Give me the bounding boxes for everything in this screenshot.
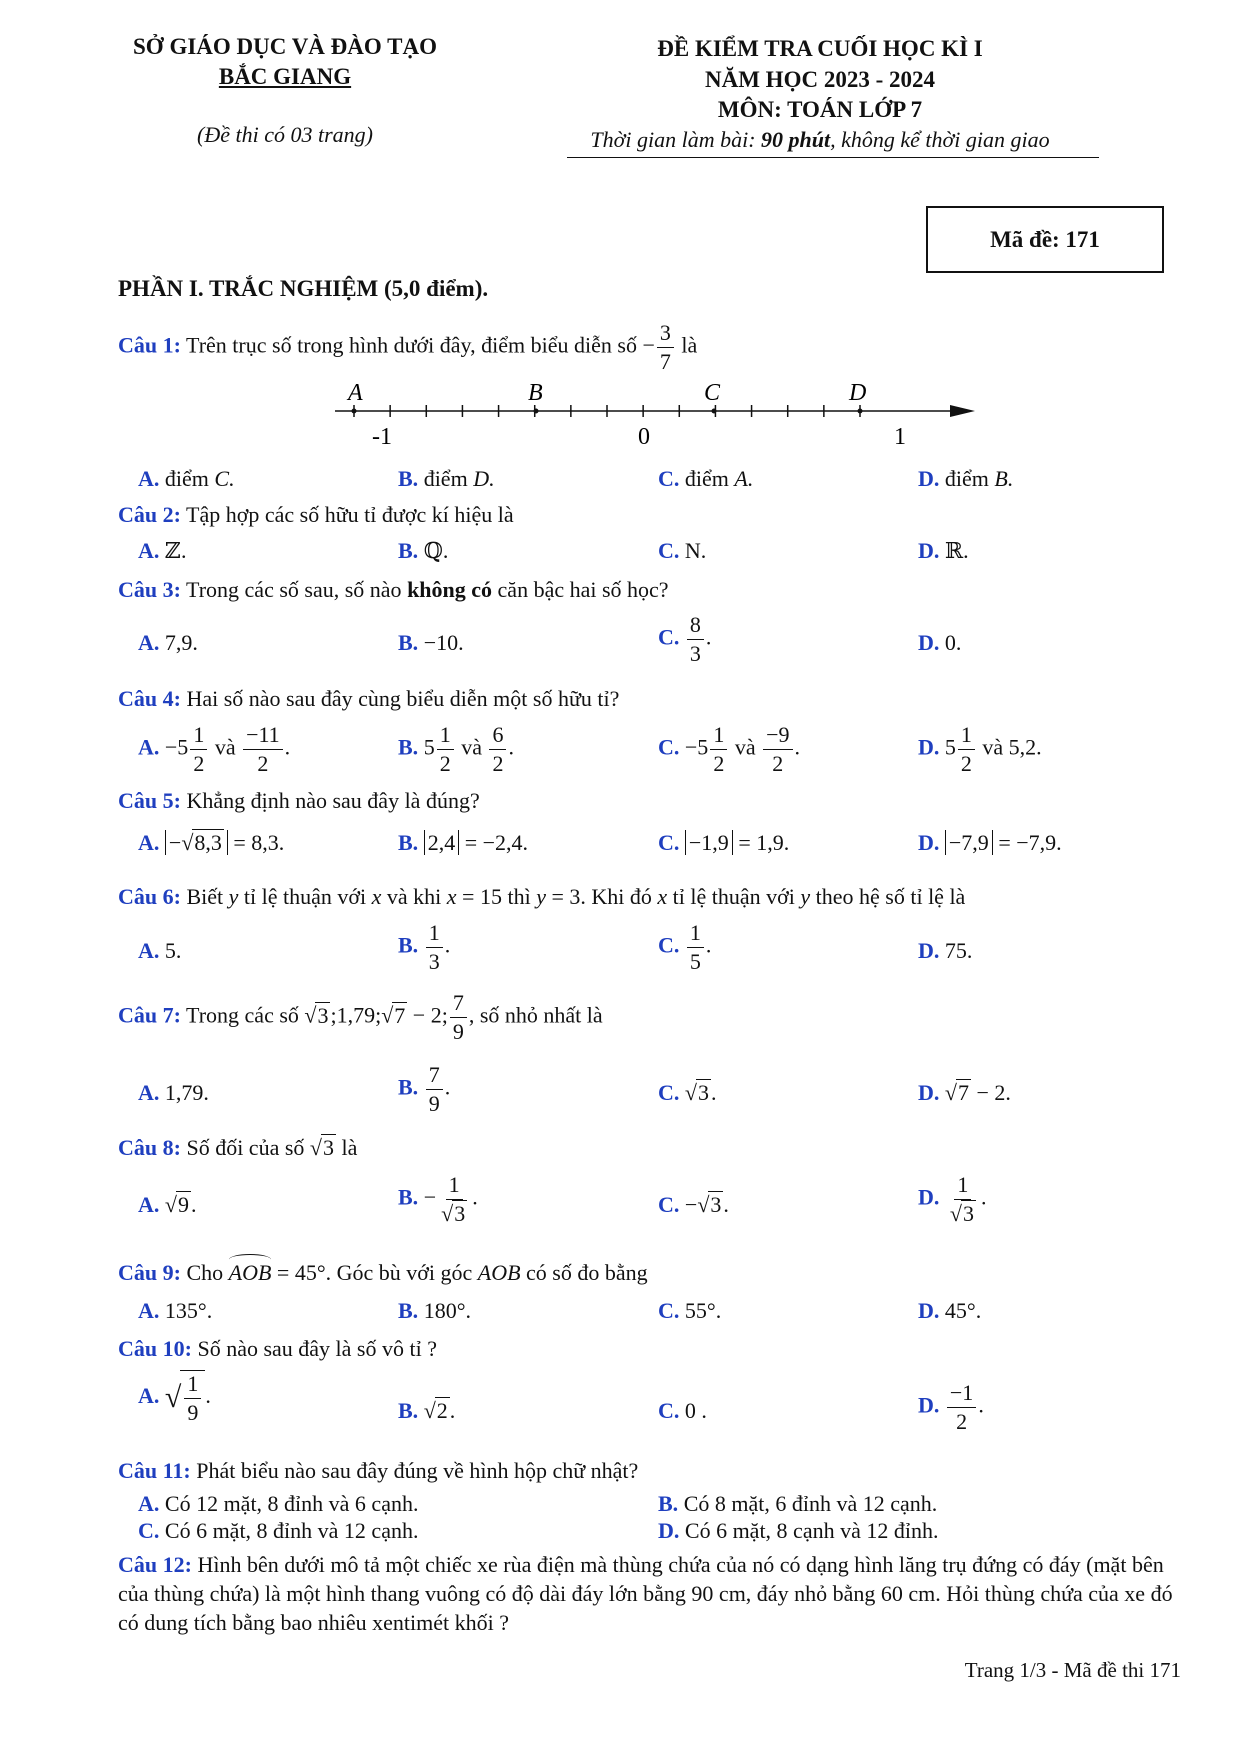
q7-option-b[interactable]: B. $\frac{7}{9}$ .	[398, 1062, 451, 1116]
q4-option-a[interactable]: A. −5 $\frac{1}{2}$ và $\frac{-11}{2}$ .	[138, 722, 291, 776]
school-year: NĂM HỌC 2023 - 2024	[705, 67, 935, 92]
q3-option-c[interactable]: C. $\frac{8}{3}$ .	[658, 612, 712, 666]
q6-option-a[interactable]: A. 5.	[138, 938, 182, 963]
time-duration: 90 phút	[761, 127, 831, 152]
q1-option-c[interactable]: C. điểm A.	[658, 466, 754, 491]
point-a-label: A	[348, 380, 363, 406]
q11-option-b[interactable]: B. Có 8 mặt, 6 đỉnh và 12 cạnh.	[658, 1491, 938, 1516]
q7-option-d[interactable]: D. √7 − 2.	[918, 1080, 1011, 1105]
tick-label-minus-one: -1	[372, 424, 392, 450]
q4-option-b[interactable]: B. 5 $\frac{1}{2}$ và $\frac{6}{2}$ .	[398, 722, 514, 776]
time-prefix: Thời gian làm bài:	[590, 127, 762, 152]
question-4: Câu 4: Hai số nào sau đây cùng biểu diễn một số hữu tỉ?	[118, 686, 620, 711]
q8-option-d[interactable]: D. $\frac{1}{√3}$ .	[918, 1172, 987, 1226]
q10-option-c[interactable]: C. 0 .	[658, 1398, 707, 1423]
q9-option-a[interactable]: A. 135°.	[138, 1298, 213, 1323]
time-note	[560, 127, 1080, 153]
q10-option-d[interactable]: D. $\frac{-1}{2}$ .	[918, 1380, 984, 1434]
question-1: Câu 1: Trên trục số trong hình dưới đây, điểm biểu diễn số − $\frac{3}{7}$ là	[118, 320, 698, 374]
q3-option-b[interactable]: B. −10.	[398, 630, 464, 655]
question-9: Câu 9: Cho AOB = 45°. Góc bù với góc AOB có số đo bằng	[118, 1260, 648, 1285]
subject: MÔN: TOÁN LỚP 7	[717, 97, 923, 122]
question-12: Câu 12: Hình bên dưới mô tả một chiếc xe rùa điện mà thùng chứa của nó có dạng hình lăng trụ đứng có đáy (mặt bên của thùng chứa) là một hình thang vuông có độ dài đáy lớn bằng 90 cm, đáy nhỏ bằng 60 cm. Hỏi thùng chứa của xe đó có dung tích bằng bao nhiêu xentimét khối ?	[118, 1552, 1173, 1635]
q6-option-c[interactable]: C. $\frac{1}{5}$ .	[658, 920, 712, 974]
time-suffix: , không kể thời gian giao	[830, 127, 1050, 152]
point-b-label: B	[528, 380, 543, 406]
exam-code: Mã đề: 171	[990, 226, 1100, 252]
q11-option-d[interactable]: D. Có 6 mặt, 8 cạnh và 12 đỉnh.	[658, 1518, 939, 1543]
header-rule	[567, 157, 1099, 158]
q2-option-a[interactable]: A. ℤ.	[138, 538, 187, 563]
q11-option-a[interactable]: A. Có 12 mặt, 8 đỉnh và 6 cạnh.	[138, 1491, 419, 1516]
q7-option-a[interactable]: A. 1,79.	[138, 1080, 209, 1105]
tick-label-zero: 0	[638, 424, 650, 450]
fraction: $\frac{8}{3}$	[687, 612, 704, 667]
q8-option-a[interactable]: A. √9.	[138, 1192, 197, 1217]
question-8: Câu 8: Số đối của số √3 là	[118, 1135, 358, 1160]
province-name: BẮC GIANG	[218, 64, 352, 89]
q4-option-d[interactable]: D. 5 $\frac{1}{2}$ và 5,2.	[918, 722, 1042, 776]
q9-option-d[interactable]: D. 45°.	[918, 1298, 982, 1323]
q11-option-c[interactable]: C. Có 6 mặt, 8 đỉnh và 12 cạnh.	[138, 1518, 419, 1543]
page-footer: Trang 1/3 - Mã đề thi 171	[964, 1658, 1181, 1682]
q3-option-d[interactable]: D. 0.	[918, 630, 962, 655]
q7-option-c[interactable]: C. √3.	[658, 1080, 717, 1105]
q1-option-a[interactable]: A. điểm C.	[138, 466, 235, 491]
question-label: Câu 1:	[118, 332, 181, 358]
department-name: SỞ GIÁO DỤC VÀ ĐÀO TẠO	[133, 34, 437, 59]
question-7: Câu 7: Trong các số √3;1,79;√7 − 2; $\frac{7}{9}$ , số nhỏ nhất là	[118, 990, 603, 1044]
question-2: Câu 2: Tập hợp các số hữu tỉ được kí hiệu là	[118, 502, 514, 527]
q1-option-b[interactable]: B. điểm D.	[398, 466, 495, 491]
q2-option-d[interactable]: D. ℝ.	[918, 538, 969, 563]
q6-option-d[interactable]: D. 75.	[918, 938, 973, 963]
q5-option-b[interactable]: B. 2,4 = −2,4.	[398, 830, 529, 855]
point-c-label: C	[704, 380, 721, 406]
pages-note: (Đề thi có 03 trang)	[197, 122, 373, 147]
q8-option-b[interactable]: B. − $\frac{1}{√3}$ .	[398, 1172, 478, 1226]
question-10: Câu 10: Số nào sau đây là số vô tỉ ?	[118, 1336, 437, 1361]
section-title: PHẦN I. TRẮC NGHIỆM (5,0 điểm).	[118, 276, 489, 301]
exam-title: ĐỀ KIỂM TRA CUỐI HỌC KÌ I	[657, 36, 983, 61]
question-3: Câu 3: Trong các số sau, số nào không có căn bậc hai số học?	[118, 577, 669, 602]
q8-option-c[interactable]: C. −√3.	[658, 1192, 729, 1217]
q5-option-d[interactable]: D. −7,9 = −7,9.	[918, 830, 1062, 855]
question-6: Câu 6: Biết y tỉ lệ thuận với x và khi x = 15 thì y = 3. Khi đó x tỉ lệ thuận với y theo hệ số tỉ lệ là	[118, 884, 966, 909]
minus-sign: −	[642, 332, 655, 358]
q1-option-d[interactable]: D. điểm B.	[918, 466, 1014, 491]
q10-option-b[interactable]: B. √2.	[398, 1398, 456, 1423]
fraction: $\frac{3}{7}$	[657, 320, 674, 375]
exam-code-box	[926, 206, 1164, 273]
q10-option-a[interactable]: A. √ $\frac{1}{9}$ .	[138, 1371, 211, 1425]
q9-option-c[interactable]: C. 55°.	[658, 1298, 722, 1323]
question-text: Trên trục số trong hình dưới đây, điểm biểu diễn số	[180, 332, 643, 358]
point-d-label: D	[849, 380, 867, 406]
q3-option-a[interactable]: A. 7,9.	[138, 630, 198, 655]
q5-option-a[interactable]: A. −√8,3 = 8,3.	[138, 830, 285, 855]
q6-option-b[interactable]: B. $\frac{1}{3}$ .	[398, 920, 451, 974]
tick-label-one: 1	[894, 424, 906, 450]
angle-aob: AOB	[228, 1260, 272, 1285]
question-5: Câu 5: Khẳng định nào sau đây là đúng?	[118, 788, 480, 813]
q2-option-b[interactable]: B. ℚ.	[398, 538, 449, 563]
q5-option-c[interactable]: C. −1,9 = 1,9.	[658, 830, 790, 855]
q4-option-c[interactable]: C. −5 $\frac{1}{2}$ và $\frac{-9}{2}$ .	[658, 722, 800, 776]
number-line	[330, 375, 990, 450]
question-11: Câu 11: Phát biểu nào sau đây đúng về hình hộp chữ nhật?	[118, 1458, 639, 1483]
q2-option-c[interactable]: C. N.	[658, 538, 707, 563]
q9-option-b[interactable]: B. 180°.	[398, 1298, 471, 1323]
